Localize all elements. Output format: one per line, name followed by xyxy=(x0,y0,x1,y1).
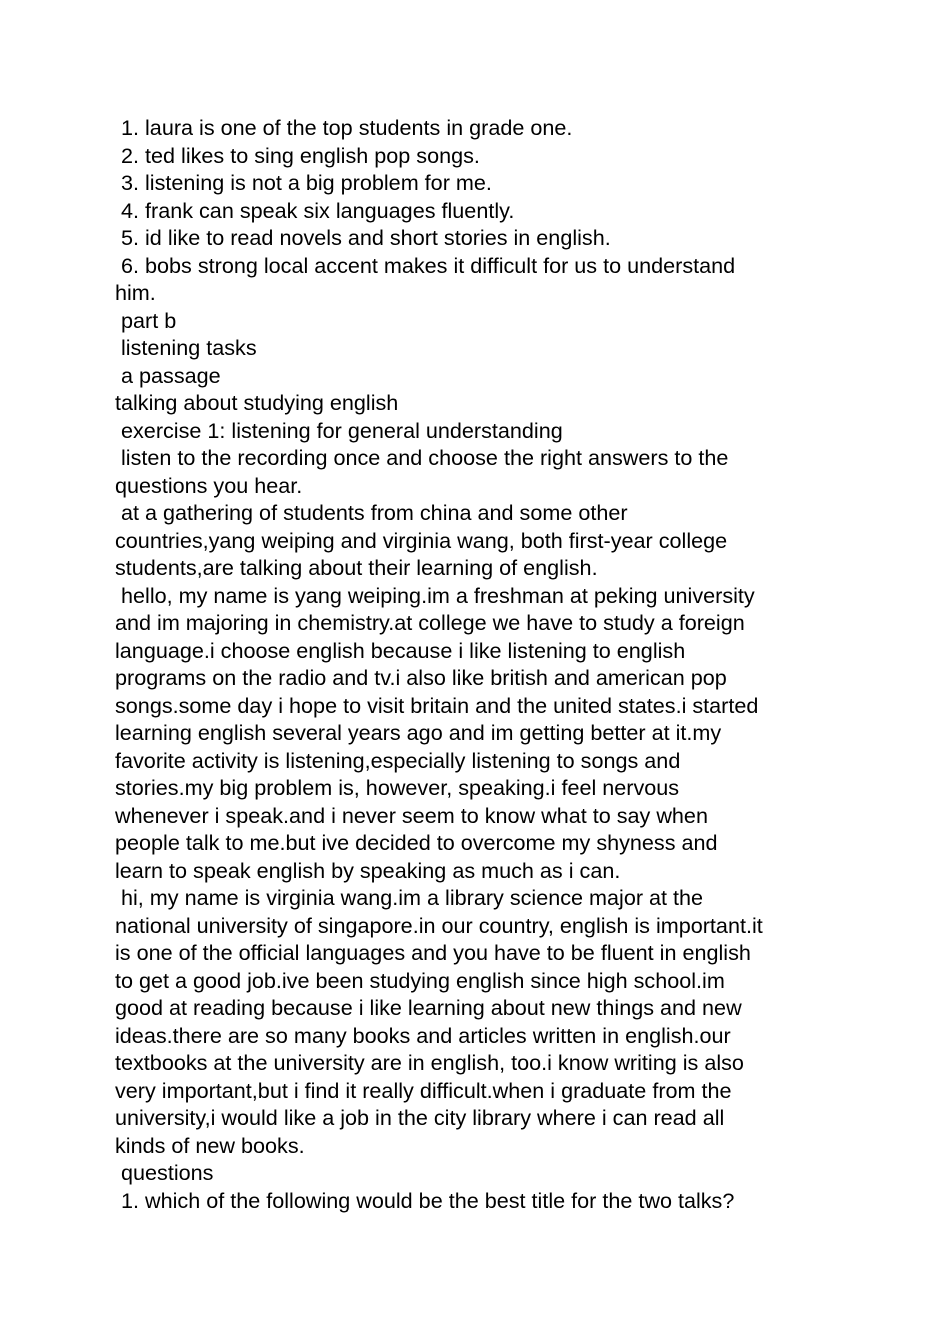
text-line: favorite activity is listening,especially listening to songs and xyxy=(115,747,681,773)
text-line: national university of singapore.in our country, english is important.it xyxy=(115,912,763,938)
text-line: is one of the official languages and you have to be fluent in english xyxy=(115,940,751,965)
text-line: good at reading because i like learning about new things and new xyxy=(115,995,742,1020)
text-line: whenever i speak.and i never seem to know what to say when xyxy=(115,802,708,828)
text-line: and im majoring in chemistry.at college we have to study a foreign xyxy=(115,610,745,635)
text-line: 5. id like to read novels and short stories in english. xyxy=(115,225,611,250)
text-line: songs.some day i hope to visit britain and the united states.i started xyxy=(115,692,759,718)
section-heading: talking about studying english xyxy=(115,390,399,415)
text-line: ideas.there are so many books and articles written in english.our xyxy=(115,1022,731,1048)
section-heading: listening tasks xyxy=(115,335,257,360)
text-line: 1. laura is one of the top students in grade one. xyxy=(115,115,573,140)
text-line: 4. frank can speak six languages fluently. xyxy=(115,197,515,223)
text-line: learn to speak english by speaking as much as i can. xyxy=(115,857,621,883)
text-line: programs on the radio and tv.i also like british and american pop xyxy=(115,665,727,690)
text-line: 6. bobs strong local accent makes it difficult for us to understand xyxy=(115,252,736,278)
text-line: people talk to me.but ive decided to overcome my shyness and xyxy=(115,830,718,855)
text-line: to get a good job.ive been studying english since high school.im xyxy=(115,967,725,993)
text-line: textbooks at the university are in english, too.i know writing is also xyxy=(115,1050,744,1075)
text-line: questions you hear. xyxy=(115,472,303,498)
document-page xyxy=(115,114,845,1214)
section-heading: part b xyxy=(115,307,177,333)
text-line: stories.my big problem is, however, speaking.i feel nervous xyxy=(115,775,680,800)
section-heading: exercise 1: listening for general understanding xyxy=(115,417,563,443)
text-line: hello, my name is yang weiping.im a freshman at peking university xyxy=(115,582,755,608)
text-line: at a gathering of students from china and some other xyxy=(115,500,628,525)
text-line: 2. ted likes to sing english pop songs. xyxy=(115,142,480,168)
text-line: hi, my name is virginia wang.im a library science major at the xyxy=(115,885,704,910)
text-line: language.i choose english because i like listening to english xyxy=(115,637,686,663)
text-line: kinds of new books. xyxy=(115,1132,305,1158)
question-line: 1. which of the following would be the best title for the two talks? xyxy=(115,1187,735,1213)
text-line: students,are talking about their learning of english. xyxy=(115,555,598,580)
text-line: countries,yang weiping and virginia wang, both first-year college xyxy=(115,527,728,553)
text-line: very important,but i find it really difficult.when i graduate from the xyxy=(115,1077,732,1103)
section-heading: questions xyxy=(115,1160,214,1185)
text-line: 3. listening is not a big problem for me. xyxy=(115,170,492,195)
section-heading: a passage xyxy=(115,362,221,388)
text-line: him. xyxy=(115,280,156,305)
text-line: learning english several years ago and im getting better at it.my xyxy=(115,720,722,745)
text-line: listen to the recording once and choose the right answers to the xyxy=(115,445,729,470)
text-line: university,i would like a job in the city library where i can read all xyxy=(115,1105,725,1130)
